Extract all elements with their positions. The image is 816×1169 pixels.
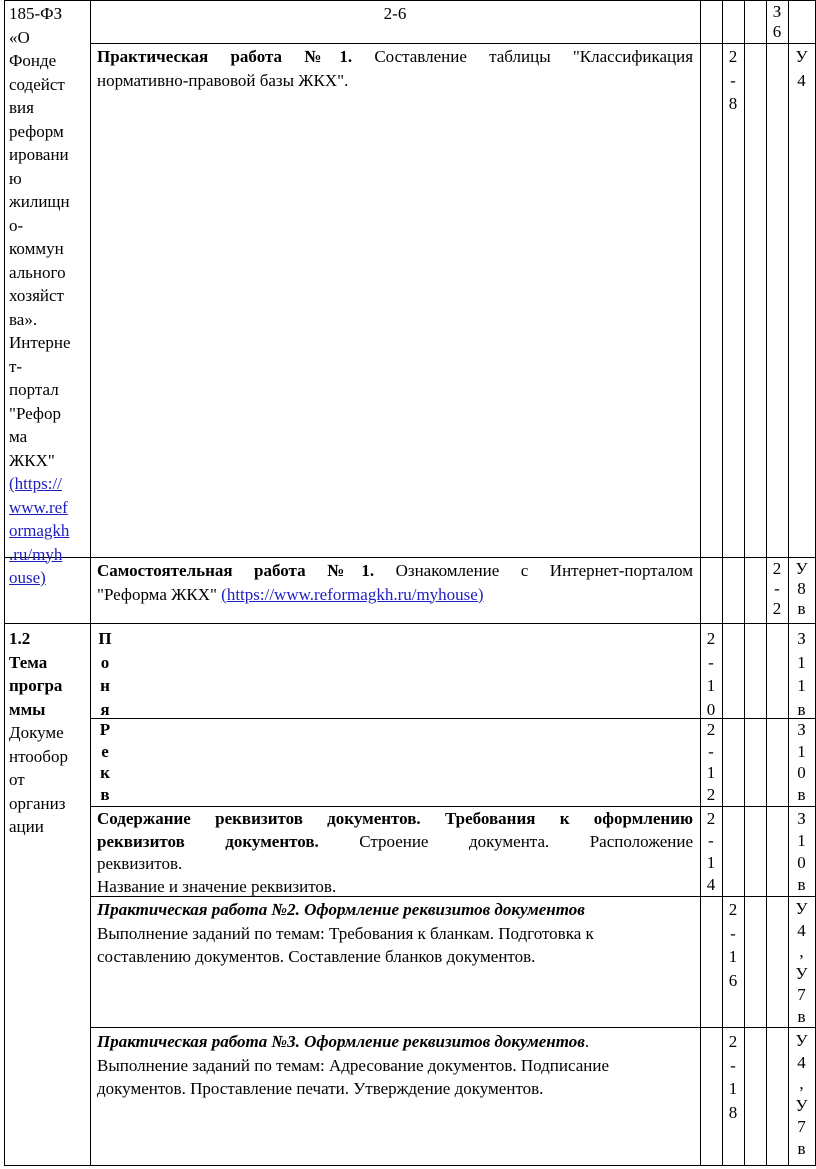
law-line: ю	[9, 168, 22, 188]
self-study-work-1: Самостоятельная работа №1. Ознакомление с Интернет-порталом "Реформа ЖКХ" (https://www.reformagkh.ru/myhouse)	[97, 561, 693, 604]
requisites-content: Содержание реквизитов документов. Требования к оформлению реквизитов документов. Строение документа. Расположение реквизитов. Название и значение реквизитов.	[97, 809, 694, 896]
law-line: 185-ФЗ	[9, 4, 63, 23]
pr1-hours: 2 - 8	[728, 47, 738, 113]
sr1-code: У 8 в	[795, 559, 808, 618]
hours-header: 2-6	[383, 4, 407, 23]
row-p-code: З 1 1 в	[797, 629, 806, 719]
law-line: Фонде	[9, 51, 57, 70]
pr1-code: У 4	[795, 47, 808, 90]
pr2-code: У 4 , У 7 в	[795, 899, 808, 1026]
pr2-hours: 2 - 1 6	[728, 900, 738, 990]
law-line: реформ	[9, 121, 64, 141]
topic-number: 1.2	[9, 629, 31, 648]
law-line: содейст	[9, 74, 65, 94]
law-line: портал	[9, 380, 59, 399]
law-line: ма	[9, 427, 28, 446]
law-reference-cell	[9, 2, 71, 590]
row-r-letters: Р е к в	[99, 720, 111, 804]
practical-work-1: Практическая работа №1. Составление таблицы "Классификация нормативно-правовой базы ЖКХ".	[97, 47, 694, 90]
law-line: ального	[9, 262, 66, 282]
row-r-code: З 1 0 в	[797, 720, 806, 804]
law-line: жилищн	[9, 192, 70, 211]
law-line: вия	[9, 98, 34, 117]
law-line: «О	[9, 27, 30, 47]
reform-portal-link[interactable]: (https://www.reformagkh.ru/myhouse)	[221, 584, 484, 604]
topic-cell: 1.2 Тема програ ммы Докуме нтообор от организ ации	[9, 629, 68, 836]
law-line: ировани	[9, 145, 69, 164]
law-line: хозяйст	[9, 286, 64, 305]
code-header: З 6	[772, 2, 782, 41]
content-code: З 1 0 в	[797, 809, 806, 894]
law-line: "Рефор	[9, 403, 61, 423]
practical-work-3: Практическая работа №3. Оформление реквизитов документов. Выполнение заданий по темам: Адресование документов. Подписание документов. Проставление печати. Утверждение документов.	[97, 1032, 610, 1098]
content-hours: 2 - 1 4	[706, 809, 716, 894]
law-line: Интерне	[9, 333, 71, 352]
law-line: коммун	[9, 239, 64, 258]
practical-work-2: Практическая работа №2. Оформление реквизитов документов Выполнение заданий по темам: Требования к бланкам. Подготовка к составлению документов. Составление бланков документов.	[97, 900, 594, 966]
sr1-hours: 2 - 2	[772, 559, 782, 618]
link-line[interactable]: ouse)	[9, 568, 46, 587]
row-r-hours: 2 - 1 2	[706, 720, 716, 804]
row-p-hours: 2 - 1 0	[706, 629, 716, 719]
link-line[interactable]: (https://	[9, 474, 62, 493]
reform-link[interactable]	[9, 472, 71, 590]
row-p-letters: П о н я	[98, 629, 112, 719]
pr3-hours: 2 - 1 8	[728, 1032, 738, 1122]
law-line: о-	[9, 215, 24, 235]
pr3-code: У 4 , У 7 в	[795, 1031, 808, 1158]
link-line[interactable]: www.ref	[9, 497, 68, 517]
law-line: ва».	[9, 309, 38, 329]
law-line: ЖКХ"	[9, 450, 55, 470]
law-line: т-	[9, 356, 23, 376]
link-line[interactable]: ormagkh	[9, 521, 70, 540]
link-line[interactable]: .ru/myh	[9, 544, 63, 564]
